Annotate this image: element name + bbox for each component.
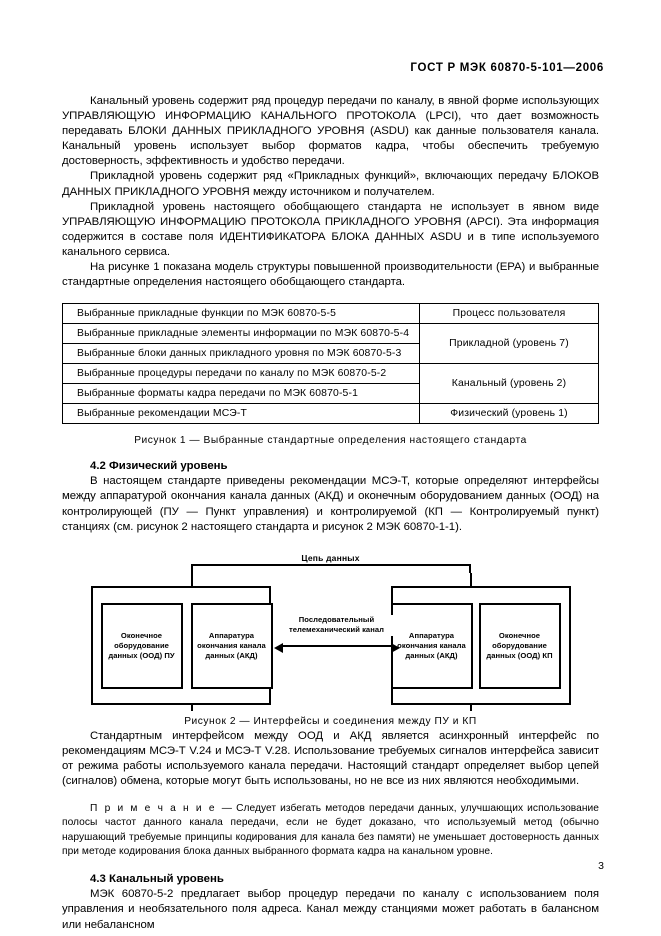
paragraph-standard-interface: Стандартным интерфейсом между ООД и АКД является асинхронный интерфейс по рекомендациям МСЭ-Т V.24 и МСЭ-Т V.28. Использование требуемых сигналов интерфейса зависит от режима работы используемого канала передачи. Настоящий стандарт определяет выбор цепей (сигналов) обмена, которые могут быть использованы, но не все из них являются необходимыми. <box>62 729 599 787</box>
table-row <box>63 304 599 324</box>
box-dce-kp: Аппаратура окончания канала данных (АКД) <box>391 603 473 689</box>
table-cell-selected-definition: Выбранные рекомендации МСЭ-Т <box>63 404 420 424</box>
paragraph-application-layer-functions: Прикладной уровень содержит ряд «Прикладных функций», включающих передачу БЛОКОВ ДАННЫХ ПРИКЛАДНОГО УРОВНЯ между источником и получателем. <box>62 170 599 198</box>
table-cell-layer-name: Физический (уровень 1) <box>420 404 599 424</box>
note-text: — Следует избегать методов передачи данных, улучшающих использование полосы частот данного канала передачи, если не будет доказано, что используемый метод (обычно нарушающий требуемые принципы кодирования для канала без памяти) не уменьшает достоверность данных при методе кодирования блока данных выбранного формата кадра на канальном уровне. <box>62 803 599 857</box>
section-heading-4-2: 4.2 Физический уровень <box>90 460 228 473</box>
paragraph-physical-layer: В настоящем стандарте приведены рекомендации МСЭ-Т, которые определяют интерфейсы между аппаратурой окончания канала данных (АКД) и оконечным оборудованием данных (ООД) на контролирующей (ПУ — Пункт управления) и контролируемой (КП — Контролируемый пункт) станциях (см. рисунок 2 настоящего стандарта и рисунок 2 МЭК 60870-1-1). <box>62 475 599 533</box>
table-cell-selected-definition: Выбранные прикладные функции по МЭК 60870-5-5 <box>63 304 420 324</box>
figure-2-caption: Рисунок 2 — Интерфейсы и соединения между ПУ и КП <box>184 715 477 727</box>
epa-layers-table <box>62 303 599 424</box>
table-cell-layer-name: Прикладной (уровень 7) <box>420 324 599 364</box>
data-circuit-bracket <box>191 564 471 573</box>
table-cell-layer-name: Процесс пользователя <box>420 304 599 324</box>
arrow-right-icon <box>391 643 400 653</box>
paragraph-apci: Прикладной уровень настоящего обобщающего стандарта не использует в явном виде УПРАВЛЯЮЩУЮ ИНФОРМАЦИЮ ПРОТОКОЛА ПРИКЛАДНОГО УРОВНЯ (APCI). Эта информация содержится в составе поля ИДЕНТИФИКАТОРА БЛОКА ДАННЫХ ASDU и в типе используемого канального сервиса. <box>62 200 599 258</box>
paragraph-note <box>62 802 599 859</box>
section-heading-4-3: 4.3 Канальный уровень <box>90 873 224 886</box>
box-dte-pu: Оконечное оборудование данных (ООД) ПУ <box>101 603 183 689</box>
paragraph-figure1-reference: На рисунке 1 показана модель структуры повышенной производительности (EPA) и выбранные стандартные определения настоящего обобщающего стандарта. <box>62 261 599 289</box>
page-content <box>62 94 599 933</box>
serial-channel-label: Последовательный телемеханический канал <box>277 615 397 636</box>
figure-2-diagram <box>91 553 571 705</box>
paragraph-link-layer: МЭК 60870-5-2 предлагает выбор процедур передачи по каналу с использованием поля управления и необязательного поля адреса. Канал между станциями может работать в балансном или небалансном <box>62 888 599 931</box>
data-circuit-label: Цепь данных <box>301 552 360 563</box>
table-cell-selected-definition: Выбранные блоки данных прикладного уровня по МЭК 60870-5-3 <box>63 344 420 364</box>
page-number: 3 <box>598 860 604 872</box>
box-dte-kp: Оконечное оборудование данных (ООД) КП <box>479 603 561 689</box>
table-row <box>63 404 599 424</box>
table-row <box>63 364 599 384</box>
box-dce-pu: Аппаратура окончания канала данных (АКД) <box>191 603 273 689</box>
table-cell-selected-definition: Выбранные процедуры передачи по каналу по МЭК 60870-5-2 <box>63 364 420 384</box>
table-cell-selected-definition: Выбранные форматы кадра передачи по МЭК 60870-5-1 <box>63 384 420 404</box>
running-header-standard-number: ГОСТ Р МЭК 60870-5-101—2006 <box>410 62 604 74</box>
figure-1 <box>62 303 599 446</box>
paragraph-link-layer-procedures: Канальный уровень содержит ряд процедур передачи по каналу, в явной форме использующих УПРАВЛЯЮЩУЮ ИНФОРМАЦИЮ КАНАЛЬНОГО ПРОТОКОЛА (LPCI), что дает возможность передавать БЛОКИ ДАННЫХ ПРИКЛАДНОГО УРОВНЯ (ASDU) как данные пользователя канала. Канальный уровень использует выбор форматов кадра, чтобы обеспечить требуемую достоверность, эффективность и удобство передачи. <box>62 95 599 168</box>
note-label: П р и м е ч а н и е <box>90 803 222 815</box>
figure-2 <box>62 553 599 729</box>
arrow-left-icon <box>274 643 283 653</box>
table-row <box>63 324 599 344</box>
table-cell-selected-definition: Выбранные прикладные элементы информации по МЭК 60870-5-4 <box>63 324 420 344</box>
table-cell-layer-name: Канальный (уровень 2) <box>420 364 599 404</box>
figure-1-caption: Рисунок 1 — Выбранные стандартные определения настоящего стандарта <box>134 435 527 447</box>
serial-channel-arrow <box>283 645 391 647</box>
